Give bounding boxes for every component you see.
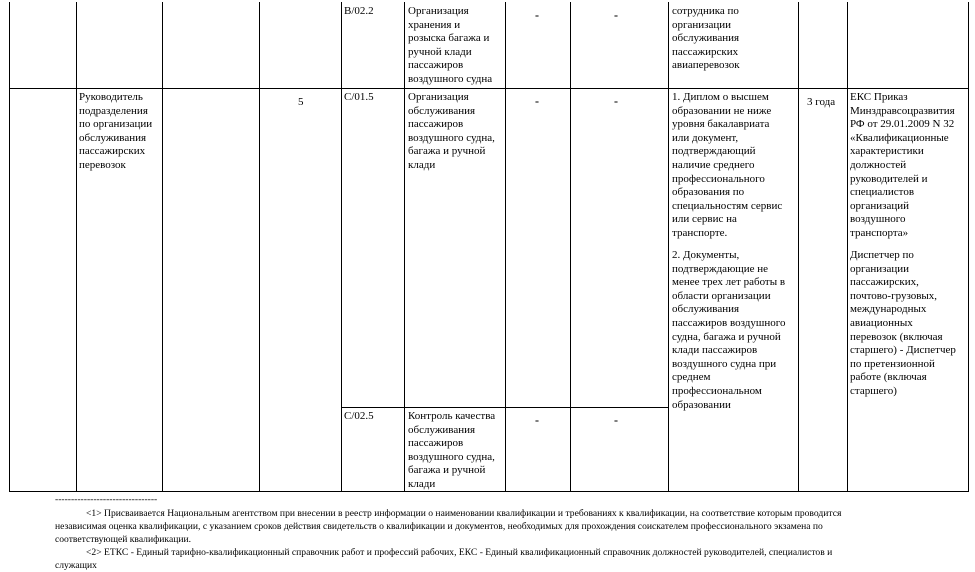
dash-value: - [614, 8, 618, 22]
column-divider [76, 2, 77, 492]
experience-years: 3 года [807, 96, 836, 108]
footnote-separator: -------------------------------- [55, 494, 158, 505]
reference-positions: Диспетчер по организации пассажирских, почтово-грузовых, международных авиационных перевозок (включая старшего) - Диспетчер по претензионной работе (включая старшего) [850, 249, 956, 397]
footnote-2: <2> ЕТКС - Единый тарифно-квалификационный справочник работ и профессий рабочих, ЕКС - Единый квалификационный справочник должностей руководителей, специалистов и [86, 547, 833, 558]
column-divider [162, 2, 163, 492]
footnote-1-continued: соответствующей квалификации. [55, 534, 192, 545]
function-name: Организация хранения и розыска багажа и ручной клади пассажиров воздушного судна [408, 5, 493, 85]
footnote-2-continued: служащих [55, 560, 97, 571]
function-code: C/01.5 [344, 91, 374, 103]
dash-value: - [535, 8, 539, 22]
table-border-left [9, 2, 10, 492]
dash-value: - [614, 94, 618, 108]
reference-document: ЕКС Приказ Минздравсоцразвития РФ от 29.01.2009 N 32 «Квалификационные характеристики должностей руководителей и специалистов организаций воздушного транспорта» [850, 91, 955, 239]
column-divider [341, 2, 342, 492]
qualification-level: 5 [298, 96, 304, 108]
column-divider [798, 2, 799, 492]
education-requirement: сотрудника по организации обслуживания пассажирских авиаперевозок [672, 5, 740, 72]
education-requirement: 1. Диплом о высшем образовании не ниже уровня бакалавриата или документ, подтверждающий наличие среднего профессионального образования по специальностям сервис или сервис на транспорте. [672, 91, 783, 239]
table-border-right [968, 2, 969, 492]
column-divider [847, 2, 848, 492]
position-title: Руководитель подразделения по организации обслуживания пассажирских перевозок [79, 91, 153, 171]
column-divider [259, 2, 260, 492]
function-code: B/02.2 [344, 5, 374, 17]
column-divider [668, 2, 669, 492]
column-divider [570, 2, 571, 492]
function-name: Контроль качества обслуживания пассажиров воздушного судна, багажа и ручной клади [408, 410, 496, 490]
dash-value: - [614, 413, 618, 427]
dash-value: - [535, 413, 539, 427]
footnote-1-continued: независимая оценка квалификации, с указанием сроков действия свидетельств о квалификации и документов, необходимых для прохождения соискателем профессионального экзамена по [55, 521, 823, 532]
column-divider [404, 2, 405, 492]
row-divider [9, 88, 969, 89]
dash-value: - [535, 94, 539, 108]
function-name: Организация обслуживания пассажиров воздушного судна, багажа и ручной клади [408, 91, 495, 171]
row-divider [341, 407, 669, 408]
function-code: C/02.5 [344, 410, 374, 422]
footnote-1: <1> Присваивается Национальным агентством при внесении в реестр информации о наименовании квалификации и требованиях к квалификации, на соответствие которым проводится [86, 508, 842, 519]
experience-requirement: 2. Документы, подтверждающие не менее трех лет работы в области организации обслуживания пассажиров воздушного судна, багажа и ручной клади пассажиров воздушного судна при среднем профессиональном образовании [672, 249, 786, 411]
